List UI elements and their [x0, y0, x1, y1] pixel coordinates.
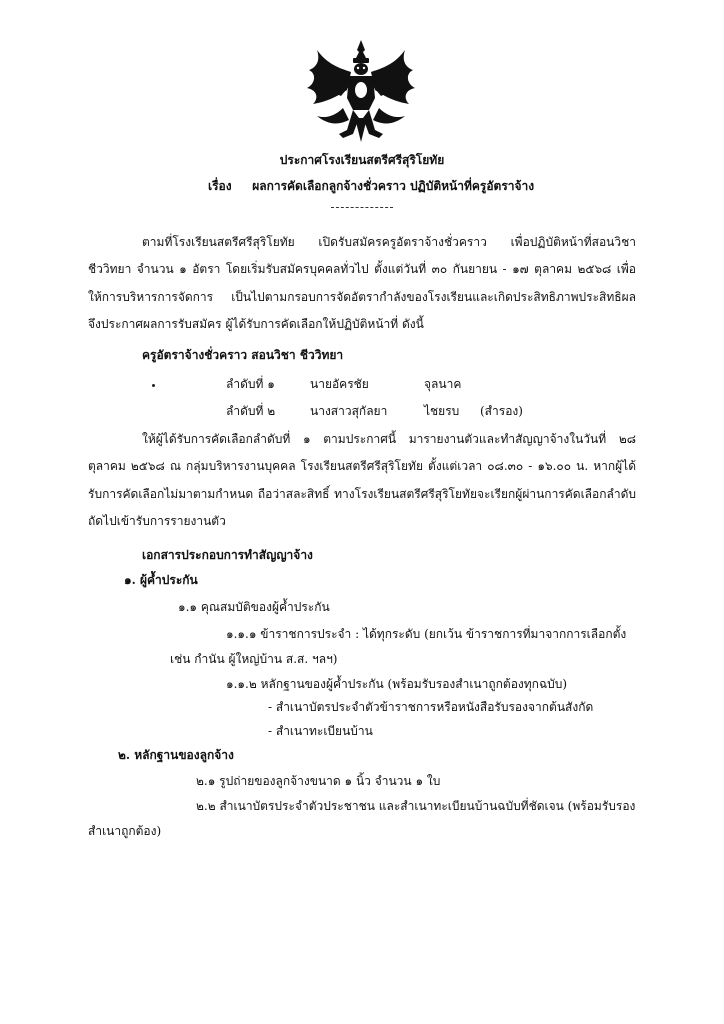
selected-note: (สำรอง)	[480, 404, 523, 418]
documents-heading: เอกสารประกอบการทำสัญญาจ้าง	[142, 548, 313, 562]
selected-rank: ลำดับที่ ๑	[226, 377, 275, 391]
selected-row-2	[226, 403, 556, 419]
title-separator	[331, 207, 393, 208]
guarantor-bullet: - สำเนาทะเบียนบ้าน	[268, 724, 373, 738]
guarantor-bullet: - สำเนาบัตรประจำตัวข้าราชการหรือหนังสือรับรองจากต้นสังกัด	[268, 700, 594, 714]
scan-speck	[152, 384, 155, 387]
selected-first-name: นางสาวสุกัลยา	[310, 404, 388, 418]
selected-rank: ลำดับที่ ๒	[226, 404, 276, 418]
guarantor-qualification: ๑.๑ คุณสมบัติของผู้ค้ำประกัน	[178, 600, 330, 614]
position-heading: ครูอัตราจ้างชั่วคราว สอนวิชา ชีววิทยา	[142, 348, 344, 362]
employee-item-2-1: ๒.๑ รูปถ่ายของลูกจ้างขนาด ๑ นิ้ว จำนวน ๑ ใบ	[196, 774, 441, 788]
announcement-title: ประกาศโรงเรียนสตรีศรีสุริโยทัย	[279, 153, 445, 167]
guarantor-item-1-1-2: ๑.๑.๒ หลักฐานของผู้ค้ำประกัน (พร้อมรับรองสำเนาถูกต้องทุกฉบับ)	[226, 677, 568, 691]
employee-item-2-2-cont: สำเนาถูกต้อง)	[88, 824, 162, 838]
employee-heading: ๒. หลักฐานของลูกจ้าง	[118, 748, 234, 762]
subject-label: เรื่อง	[208, 179, 232, 193]
selected-last-name: จุลนาค	[424, 377, 462, 391]
report-paragraph: ให้ผู้ได้รับการคัดเลือกลำดับที่ ๑ ตามประกาศนี้ มารายงานตัวและทำสัญญาจ้างในวันที่ ๒๘ ตุลาคม ๒๕๖๘ ณ กลุ่มบริหารงานบุคคล โรงเรียนสตรีศรีสุริโยทัย ตั้งแต่เวลา ๐๘.๓๐ - ๑๖.๐๐ น. หากผู้ได้รับการคัดเลือกไม่มาตามกำหนด ถือว่าสละสิทธิ์ ทางโรงเรียนสตรีศรีสุริโยทัยจะเรียกผู้ผ่านการคัดเลือกลำดับถัดไปเข้ารับการรายงานตัว	[88, 432, 636, 529]
announcement-subject	[208, 178, 534, 194]
garuda-emblem-icon	[303, 38, 419, 146]
selected-first-name: นายอัครชัย	[310, 377, 369, 391]
selected-row-1	[226, 376, 556, 392]
employee-item-2-2: ๒.๒ สำเนาบัตรประจำตัวประชาชน และสำเนาทะเบียนบ้านฉบับที่ชัดเจน (พร้อมรับรอง	[196, 799, 636, 813]
subject-text: ผลการคัดเลือกลูกจ้างชั่วคราว ปฏิบัติหน้าที่ครูอัตราจ้าง	[252, 179, 535, 193]
selected-last-name: ไชยรบ	[424, 404, 460, 418]
guarantor-item-1-1-1: ๑.๑.๑ ข้าราชการประจำ : ได้ทุกระดับ (ยกเว้น ข้าราชการที่มาจากการเลือกตั้ง	[226, 627, 627, 641]
guarantor-heading: ๑. ผู้ค้ำประกัน	[124, 573, 198, 587]
guarantor-item-1-1-1-cont: เช่น กำนัน ผู้ใหญ่บ้าน ส.ส. ฯลฯ)	[170, 652, 338, 666]
intro-paragraph: ตามที่โรงเรียนสตรีศรีสุริโยทัย เปิดรับสมัครครูอัตราจ้างชั่วคราว เพื่อปฏิบัติหน้าที่สอนวิชาชีววิทยา จำนวน ๑ อัตรา โดยเริ่มรับสมัครบุคคลทั่วไป ตั้งแต่วันที่ ๓๐ กันยายน - ๑๗ ตุลาคม ๒๕๖๘ เพื่อให้การบริหารการจัดการ เป็นไปตามกรอบการจัดอัตรากำลังของโรงเรียนและเกิดประสิทธิภาพประสิทธิผล จึงประกาศผลการรับสมัคร ผู้ได้รับการคัดเลือกให้ปฏิบัติหน้าที่ ดังนี้	[88, 235, 636, 332]
